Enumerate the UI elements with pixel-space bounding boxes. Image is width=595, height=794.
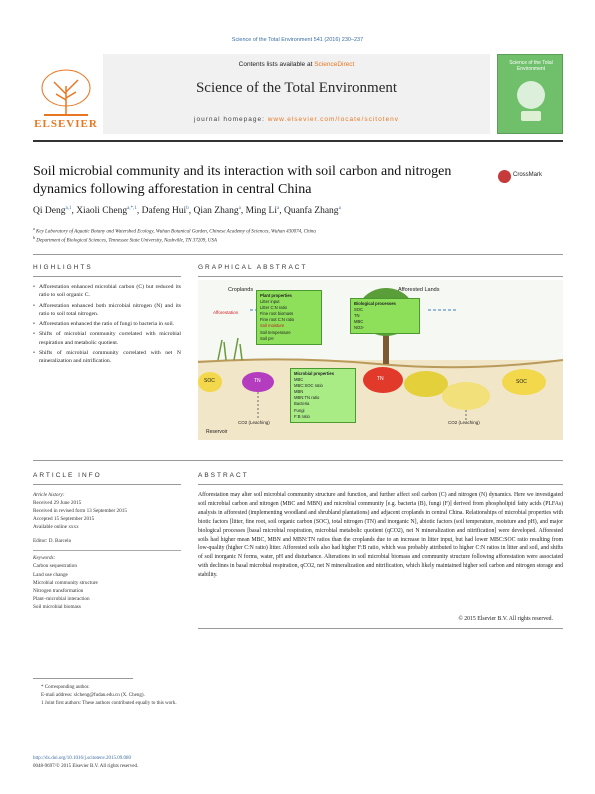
highlights-heading: HIGHLIGHTS: [33, 264, 93, 271]
highlight-item: • Shifts of microbial community correlated with microbial respiration and metabolic quotient.: [33, 330, 181, 347]
keyword: Microbial community structure: [33, 579, 98, 586]
ga-co2-right: CO2 (Leaching): [448, 420, 480, 425]
journal-reference[interactable]: Science of the Total Environment 541 (2016) 230–237: [231, 37, 364, 43]
article-title: Soil microbial community and its interaction with soil carbon and nitrogen dynamics following afforestation in central China: [33, 164, 452, 198]
ga-microbial-properties-box: Microbial properties MBC MBC:SOC ratio MBN MBN:TN ratio Bacteria Fungi F:B ratio: [290, 368, 356, 423]
keyword: Plant–microbial interaction: [33, 595, 90, 602]
author-affiliation-mark[interactable]: a: [276, 206, 280, 211]
cover-graphic-icon: [511, 77, 551, 127]
author-list: [33, 206, 553, 216]
author-separator: ,: [240, 206, 246, 217]
contents-line: Contents lists available at ScienceDirect: [238, 61, 355, 68]
ga-tn-left: TN: [254, 378, 261, 384]
author-name[interactable]: Dafeng Hui: [141, 206, 187, 217]
doi-link[interactable]: http://dx.doi.org/10.1016/j.scitotenv.2015.09.080: [33, 756, 132, 761]
article-info: [33, 491, 181, 611]
affiliation-a: $^a$ Key Laboratory of Aquatic Botany and Watershed Ecology, Wuhan Botanical Garden, Chinese Academy of Sciences, Wuhan 430074, China: [33, 226, 316, 235]
cover-title: Science of the Total Environment: [509, 60, 553, 72]
author-affiliation-mark[interactable]: b: [186, 206, 189, 211]
abstract-heading: ABSTRACT: [198, 472, 249, 479]
keyword: Soil microbial biomass: [33, 603, 81, 610]
joint-author-note: 1 Joint first authors: These authors contributed equally to this work.: [41, 701, 177, 706]
email-note[interactable]: E-mail address: xlcheng@fudan.edu.cn (X. Cheng).: [41, 693, 145, 698]
history-label: Article history:: [33, 492, 65, 498]
highlight-item: • Afforestation enhanced both microbial nitrogen (N) and its ratio to soil total nitrogen.: [33, 302, 181, 319]
affiliation-b: $^b$ Department of Biological Sciences, Tennessee State University, Nashville, TN 37209, USA: [33, 235, 217, 244]
keyword: Nitrogen transformation: [33, 587, 84, 594]
author-name[interactable]: Quanfa Zhang: [283, 206, 339, 217]
author-separator: ,: [71, 206, 77, 217]
article-info-rule: [33, 484, 181, 485]
abstract-end-rule: [198, 628, 563, 629]
ga-reservoir-label: Reservoir: [206, 429, 228, 435]
abstract-text: Afforestation may alter soil microbial community structure and function, and further affect soil carbon (C) and nitrogen (N) dynamics. Here we investigated soil microbial carbon and nitrogen (MBC and MBN) and microbial community [e.g. bacteria (B), fungi (F)] derived from phospholipid fatty acids (PLFAs) analysis in afforested (implementing woodland and shrubland plantations) and adjacent croplands in central China. Relationships of microbial properties with biotic factors [litter, fine root, soil organic carbon (SOC), total nitrogen (TN) and inorganic N], abiotic factors (soil temperature, moisture and pH), and major biological processes [basal microbial respiration, microbial metabolic quotient (qCO2), net N mineralization and nitrification] were developed. Afforested soils had higher mean MBC, MBN and MBN:TN ratios than the croplands due to an increase in litter input, but had lower MBC:SOC ratio resulting from low-quality (higher C:N ratio) litter. Afforested soils also had higher F:B ratio, which was probably attributed to higher C:N ratios in litter and soil, and shifts of soil inorganic N forms, water, pH and disturbance. Alterations in soil microbial biomass and community structure following afforestation were associated with declines in basal microbial respiration, qCO2, net N mineralization and nitrification, which likely maintained higher soil carbon and nitrogen storage and stability.: [198, 492, 563, 579]
highlight-item: • Afforestation enhanced the ratio of fungi to bacteria in soil.: [33, 320, 181, 328]
crossmark-icon: [498, 170, 511, 183]
journal-cover[interactable]: [497, 54, 563, 134]
author-name[interactable]: Qi Deng: [33, 206, 66, 217]
ga-tn-right: TN: [377, 376, 384, 382]
ga-soc-right: SOC: [516, 379, 527, 385]
ga-co2-left: CO2 (Leaching): [238, 420, 270, 425]
author-separator: ,: [279, 206, 284, 217]
accepted-date: Accepted 15 September 2015: [33, 516, 95, 523]
ga-afforested-label: Afforested Lands: [398, 287, 440, 293]
ga-biological-processes-box: Biological processes SOC TN MBC NO3-: [350, 298, 420, 334]
journal-title: Science of the Total Environment: [195, 80, 398, 96]
section-rule: [33, 460, 563, 461]
graphical-abstract-figure[interactable]: [198, 280, 563, 440]
footnote-rule: [33, 678, 133, 679]
author-separator: ,: [136, 206, 142, 217]
ga-soc-left: SOC: [204, 378, 215, 384]
doi-block: [33, 755, 553, 771]
ga-croplands-label: Croplands: [228, 287, 254, 293]
highlight-item: • Afforestation enhanced microbial carbon (C) but reduced its ratio to soil organic C.: [33, 283, 181, 300]
corresponding-author-note: * Corresponding author.: [41, 685, 90, 690]
keyword: Land use change: [33, 571, 68, 578]
highlight-item: • Shifts of microbial community correlated with net N mineralization and nitrification.: [33, 349, 181, 366]
highlights-rule: [33, 276, 181, 277]
author-separator: ,: [188, 206, 194, 217]
publisher-name: ELSEVIER: [34, 118, 98, 130]
copyright-line: © 2015 Elsevier B.V. All rights reserved.: [458, 616, 553, 622]
highlights-list: [33, 283, 181, 367]
keyword: Carbon sequestration: [33, 563, 77, 570]
article-info-heading: ARTICLE INFO: [33, 472, 102, 479]
footnotes: [33, 684, 553, 708]
crossmark-badge[interactable]: CrossMark: [498, 170, 564, 184]
abstract-rule: [198, 484, 563, 485]
header-rule: [33, 140, 563, 142]
received-date: Received 29 June 2015: [33, 500, 82, 507]
graphical-abstract-heading: GRAPHICAL ABSTRACT: [198, 264, 308, 271]
homepage-link[interactable]: www.elsevier.com/locate/scitotenv: [267, 116, 399, 123]
affiliation-rule: [33, 254, 563, 255]
sciencedirect-link[interactable]: ScienceDirect: [314, 61, 355, 68]
author-name[interactable]: Qian Zhang: [193, 206, 239, 217]
online-date: Available online xxxx: [33, 524, 79, 531]
revised-date: Received in revised form 13 September 2015: [33, 508, 127, 515]
author-affiliation-mark[interactable]: a,1: [65, 206, 72, 211]
author-name[interactable]: Xiaoli Cheng: [76, 206, 128, 217]
issn-line: 0048-9697/© 2015 Elsevier B.V. All rights reserved.: [33, 764, 139, 769]
author-name[interactable]: Ming Li: [245, 206, 277, 217]
author-affiliation-mark[interactable]: a: [238, 206, 241, 211]
journal-homepage: journal homepage: www.elsevier.com/locate/scitotenv: [194, 116, 399, 123]
ga-afforestation-label: Afforestation: [213, 310, 239, 315]
author-affiliation-mark[interactable]: a,*,1: [127, 206, 137, 211]
ga-plant-properties-box: Plant properties Litter input Litter C:N ratio Fine root biomass Fine root C:N ratio Soil moisture Soil temperature Soil pH: [256, 290, 322, 345]
keywords-label: Keywords:: [33, 555, 56, 562]
author-affiliation-mark[interactable]: a: [338, 206, 341, 211]
graphical-abstract-rule: [198, 276, 563, 277]
editor: Editor: D. Barcelo: [33, 538, 72, 545]
